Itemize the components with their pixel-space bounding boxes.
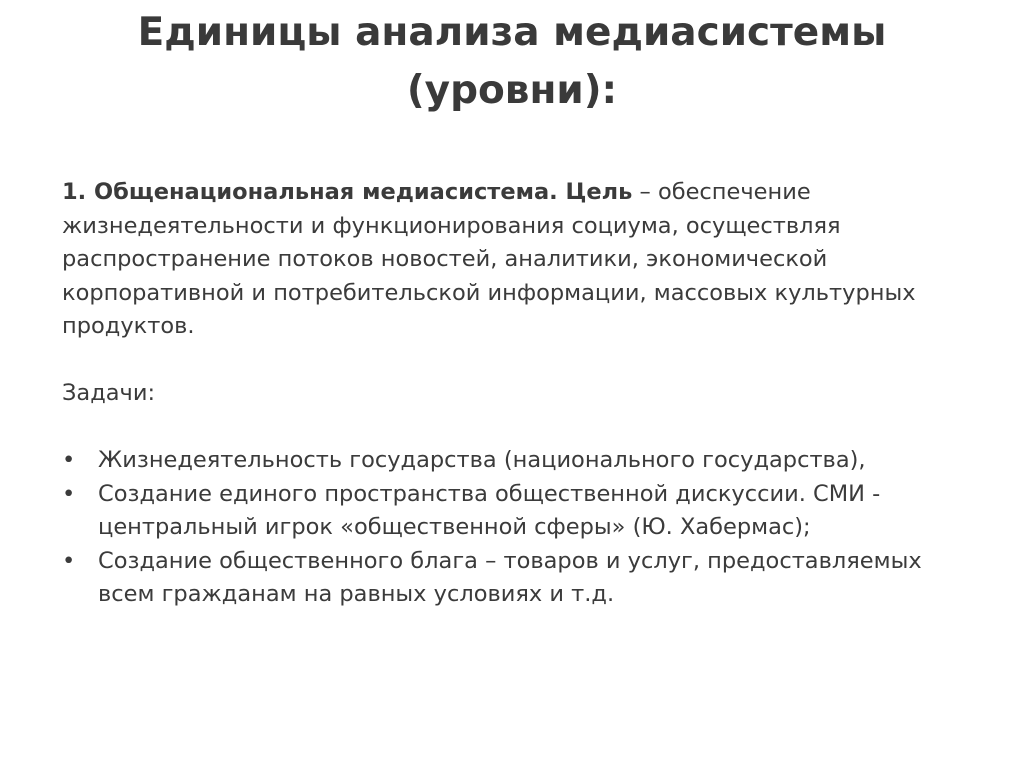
slide-body xyxy=(62,176,982,612)
bullet-icon: • xyxy=(62,447,76,473)
task-text: Жизнедеятельность государства (национального государства), xyxy=(98,447,866,473)
task-text: Создание общественного блага – товаров и услуг, предоставляемых всем гражданам на равных условиях и т.д. xyxy=(98,547,922,607)
task-text: Создание единого пространства общественной дискуссии. СМИ - центральный игрок «общественной сферы» (Ю. Хабермас); xyxy=(98,480,881,540)
bullet-icon: • xyxy=(62,547,76,574)
task-item xyxy=(62,444,982,478)
title-line-1: Единицы анализа медиасистемы xyxy=(137,10,887,55)
task-item xyxy=(62,545,982,612)
slide-title xyxy=(60,4,964,120)
tasks-label: Задачи: xyxy=(62,379,156,406)
bullet-icon: • xyxy=(62,480,76,507)
tasks-list xyxy=(62,444,982,612)
task-item xyxy=(62,478,982,545)
intro-paragraph xyxy=(62,176,982,344)
intro-text: – обеспечение жизнедеятельности и функционирования социума, осуществляя распространение потоков новостей, аналитики, экономической корпоративной и потребительской информации, массовых культурных продуктов. xyxy=(62,179,916,339)
title-line-2: (уровни): xyxy=(406,68,618,113)
intro-heading: 1. Общенациональная медиасистема. Цель xyxy=(62,179,633,205)
